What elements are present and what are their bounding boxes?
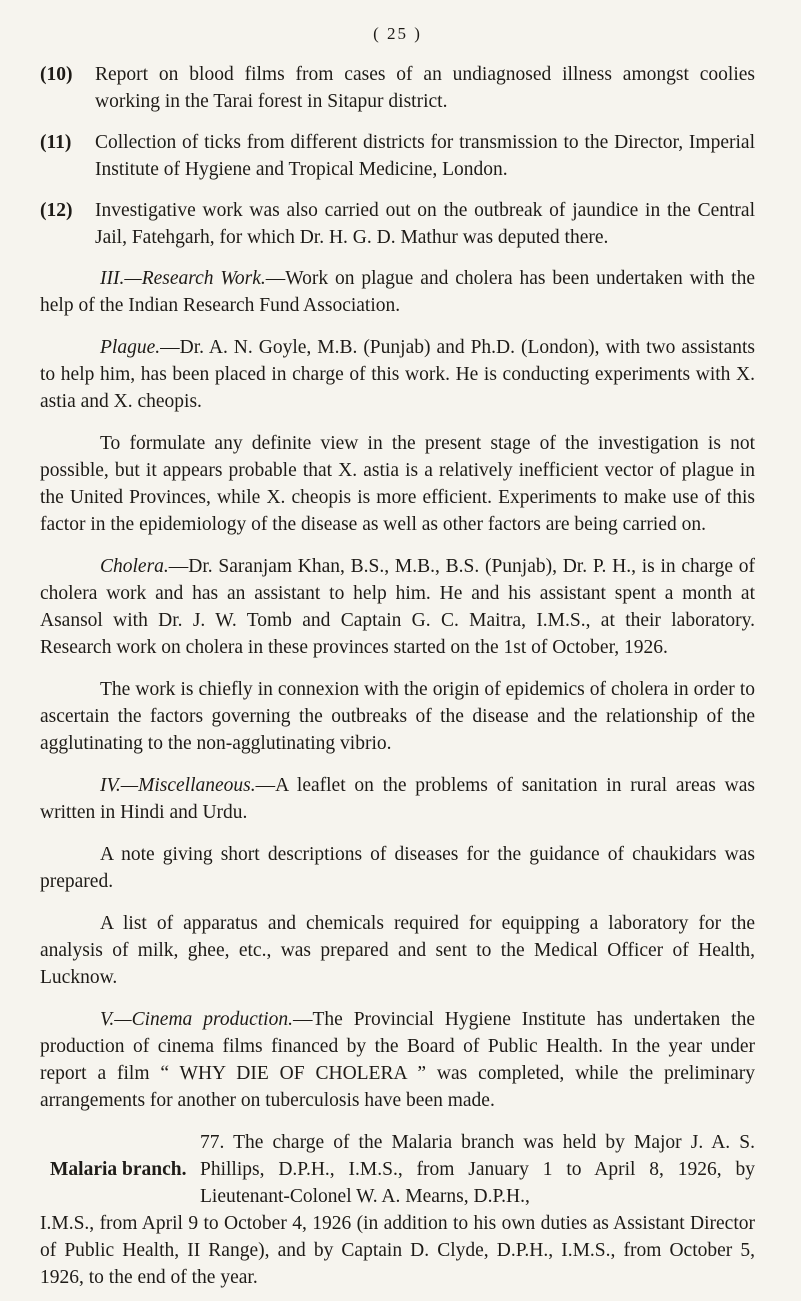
cinema-heading: V.—Cinema production. xyxy=(100,1009,293,1030)
page-number: ( 25 ) xyxy=(373,24,422,43)
list-item-number: (12) xyxy=(40,200,73,221)
malaria-text-continued: I.M.S., from April 9 to October 4, 1926 (in addition to his own duties as Assistant Director of Public Health, II Range), and by Captain D. Clyde, D.P.H., I.M.S., from October 5, 1926, to the end of the year. xyxy=(40,1213,755,1288)
malaria-text-lead: 77. The charge of the Malaria branch was held by Major J. A. S. Phillips, D.P.H., I.M.S., from January 1 to April 8, 1926, by Lieutenant-Colonel W. A. Mearns, D.P.H., xyxy=(200,1132,755,1207)
malaria-side-label: Malaria branch. xyxy=(50,1159,187,1180)
misc-text: —A leaflet on the problems of sanitation in rural areas was written in Hindi and Urdu. xyxy=(40,775,755,823)
list-item-number: (10) xyxy=(40,64,73,85)
cholera-text: —Dr. Saranjam Khan, B.S., M.B., B.S. (Punjab), Dr. P. H., is in charge of cholera work and has an assistant to help him. He and his assistant spent a month at Asansol with Dr. J. W. Tomb and Captain G. C. Maitra, I.M.S., at their laboratory. Research work on cholera in these provinces started on the 1st of October, 1926. xyxy=(40,556,755,658)
list-item-number: (11) xyxy=(40,132,72,153)
list-item xyxy=(40,129,755,183)
plague-paragraph-2: To formulate any definite view in the present stage of the investigation is not possible, but it appears probable that X. astia is a relatively inefficient vector of plague in the United Provinces, while X. cheopis is more efficient. Experiments to make use of this factor in the epidemiology of the disease as well as other factors are being carried on. xyxy=(40,433,755,535)
list-item xyxy=(40,197,755,251)
list-item-text: Collection of ticks from different districts for transmission to the Director, Imperial Institute of Hygiene and Tropical Medicine, London. xyxy=(95,132,755,180)
cinema-paragraph xyxy=(40,1006,755,1114)
misc-paragraph-2: A note giving short descriptions of diseases for the guidance of chaukidars was prepared. xyxy=(40,844,755,892)
research-paragraph xyxy=(40,265,755,319)
misc-heading: IV.—Miscellaneous. xyxy=(100,775,256,796)
cholera-paragraph xyxy=(40,553,755,661)
malaria-section xyxy=(40,1129,755,1210)
list-item-text: Report on blood films from cases of an undiagnosed illness amongst coolies working in the Tarai forest in Sitapur district. xyxy=(95,64,755,112)
misc-paragraph xyxy=(40,772,755,826)
research-heading: III.—Research Work. xyxy=(100,268,266,289)
list-item xyxy=(40,61,755,115)
list-item-text: Investigative work was also carried out on the outbreak of jaundice in the Central Jail, Fatehgarh, for which Dr. H. G. D. Mathur was deputed there. xyxy=(95,200,755,248)
plague-heading: Plague. xyxy=(100,337,161,358)
plague-text: —Dr. A. N. Goyle, M.B. (Punjab) and Ph.D. (London), with two assistants to help him, has been placed in charge of this work. He is conducting experiments with X. astia and X. cheopis. xyxy=(40,337,755,412)
cholera-heading: Cholera. xyxy=(100,556,169,577)
misc-paragraph-3: A list of apparatus and chemicals required for equipping a laboratory for the analysis of milk, ghee, etc., was prepared and sent to the Medical Officer of Health, Lucknow. xyxy=(40,913,755,988)
plague-paragraph xyxy=(40,334,755,415)
cholera-paragraph-2: The work is chiefly in connexion with the origin of epidemics of cholera in order to ascertain the factors governing the outbreaks of the disease and the relationship of the agglutinating to the non-agglutinating vibrio. xyxy=(40,679,755,754)
research-text: —Work on plague and cholera has been undertaken with the help of the Indian Research Fund Association. xyxy=(40,268,755,316)
cinema-text: —The Provincial Hygiene Institute has undertaken the production of cinema films financed by the Board of Public Health. In the year under report a film “ WHY DIE OF CHOLERA ” was completed, while the preliminary arrangements for another on tuberculosis have been made. xyxy=(40,1009,755,1111)
